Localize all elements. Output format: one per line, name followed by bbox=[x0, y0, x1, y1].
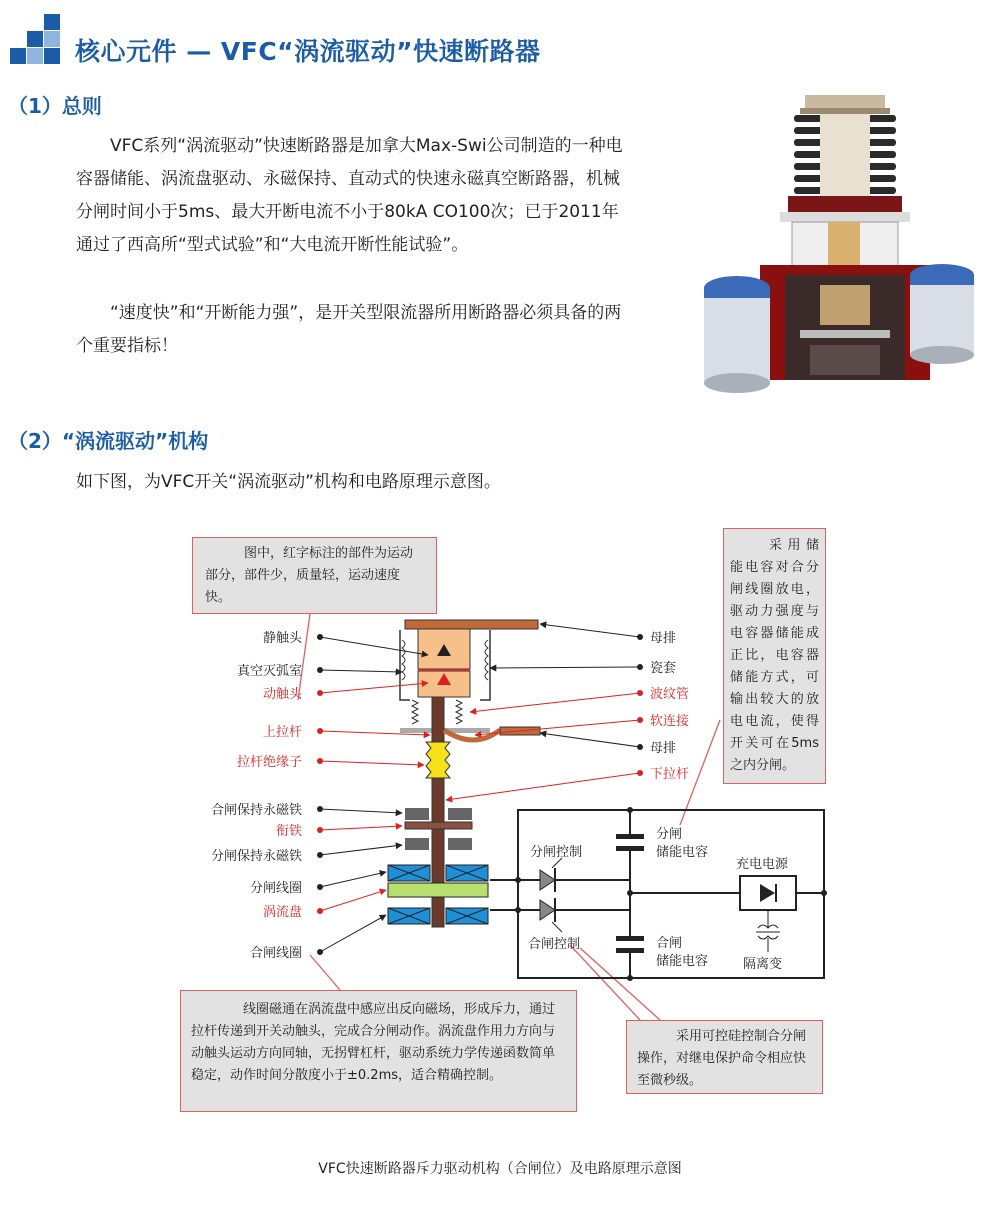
label-armature: 衔铁 bbox=[275, 824, 302, 839]
note-bottom: 线圈磁通在涡流盘中感应出反向磁场，形成斥力，通过拉杆传递到开关动触头，完成合分闸动作。涡流盘作用力方向与动触头运动方向同轴，无拐臂杠杆，驱动系统力学传递函数简单稳定，动作时间分散度小于±0.2ms，适合精确控制。 bbox=[180, 990, 577, 1112]
label-close-magnet: 合闸保持永磁铁 bbox=[210, 803, 302, 818]
label-charging-source: 充电电源 bbox=[736, 857, 789, 872]
label-close-control: 合闸控制 bbox=[528, 937, 581, 952]
label-open-capacitor: 分闸储能电容 bbox=[656, 827, 709, 860]
label-busbar-top: 母排 bbox=[650, 631, 677, 646]
label-isolation-transformer: 隔离变 bbox=[743, 957, 783, 972]
label-soft-connection: 软连接 bbox=[650, 714, 690, 729]
label-static-contact: 静触头 bbox=[262, 631, 302, 646]
label-busbar-bottom: 母排 bbox=[650, 741, 677, 756]
figure-caption: VFC快速断路器斥力驱动机构（合闸位）及电路原理示意图 bbox=[318, 1161, 682, 1177]
label-open-control: 分闸控制 bbox=[530, 845, 583, 860]
label-rod-insulator: 拉杆绝缘子 bbox=[236, 755, 302, 770]
label-vacuum-chamber: 真空灭弧室 bbox=[236, 664, 302, 679]
section1-paragraph2: “速度快”和“开断能力强”，是开关型限流器所用断路器必须具备的两个重要指标！ bbox=[76, 303, 622, 356]
label-lower-rod: 下拉杆 bbox=[650, 767, 690, 782]
section1-heading: （1）总则 bbox=[8, 94, 102, 118]
label-bellows: 波纹管 bbox=[650, 687, 690, 702]
section2-intro: 如下图，为VFC开关“涡流驱动”机构和电路原理示意图。 bbox=[76, 472, 501, 492]
label-moving-contact: 动触头 bbox=[262, 687, 302, 702]
section2-heading: （2）“涡流驱动”机构 bbox=[8, 429, 209, 453]
label-eddy-disc: 涡流盘 bbox=[262, 905, 302, 920]
note-right: 采用储能电容对合分闸线圈放电，驱动力强度与电容器储能成正比，电容器储能方式，可输出较大的放电电流，使得开关可在5ms之内分闸。 bbox=[723, 528, 826, 784]
label-close-capacitor: 合闸储能电容 bbox=[656, 936, 709, 969]
label-open-magnet: 分闸保持永磁铁 bbox=[210, 849, 302, 864]
label-open-coil: 分闸线圈 bbox=[249, 881, 302, 896]
label-close-coil: 合闸线圈 bbox=[249, 946, 302, 961]
note-scr: 采用可控硅控制合分闸操作，对继电保护命令相应快至微秒级。 bbox=[626, 1020, 823, 1094]
note-top: 图中，红字标注的部件为运动部分，部件少，质量轻，运动速度快。 bbox=[192, 537, 437, 614]
page-title: 核心元件 — VFC“涡流驱动”快速断路器 bbox=[75, 37, 541, 66]
section1-paragraph1: VFC系列“涡流驱动”快速断路器是加拿大Max-Swi公司制造的一种电容器储能、涡流盘驱动、永磁保持、直动式的快速永磁真空断路器，机械分闸时间小于5ms、最大开断电流不小于80kA CO100次；已于2011年通过了西高所“型式试验”和“大电流开断性能试验”。 bbox=[76, 136, 623, 255]
label-porcelain: 瓷套 bbox=[650, 661, 677, 676]
label-upper-rod: 上拉杆 bbox=[262, 725, 302, 740]
